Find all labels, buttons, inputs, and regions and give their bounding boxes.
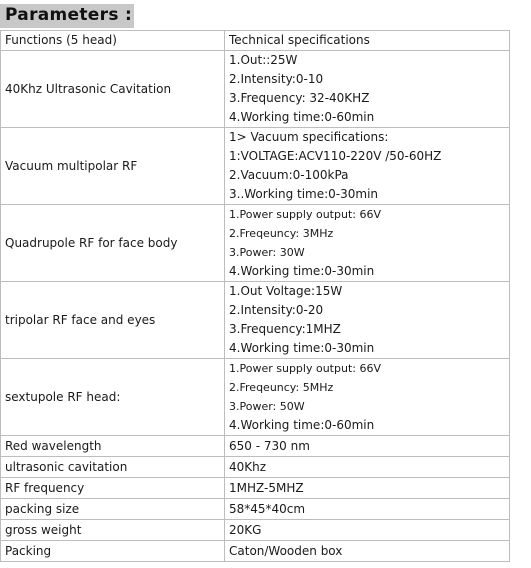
- spec-line: 2.Vacuum:0-100kPa: [229, 168, 349, 182]
- spec-line: 2.Intensity:0-20: [229, 303, 324, 317]
- row-label: sextupole RF head:: [1, 359, 225, 436]
- row-specs: [225, 128, 510, 205]
- title-banner: [0, 4, 134, 28]
- table-row: [1, 478, 510, 499]
- spec-line: 1.Out::25W: [229, 53, 298, 67]
- row-label: Red wavelength: [1, 436, 225, 457]
- spec-line: 1> Vacuum specifications:: [229, 130, 389, 144]
- row-value: Caton/Wooden box: [225, 541, 510, 562]
- row-label: RF frequency: [1, 478, 225, 499]
- spec-line: 4.Working time:0-60min: [229, 110, 375, 124]
- spec-line: 1.Power supply output: 66V: [229, 208, 381, 221]
- spec-line: 3.Frequency:1MHZ: [229, 322, 341, 336]
- table-row: [1, 520, 510, 541]
- table-row: [1, 457, 510, 478]
- row-value: 1MHZ-5MHZ: [225, 478, 510, 499]
- spec-line: 4.Working time:0-30min: [229, 341, 375, 355]
- row-label: Vacuum multipolar RF: [1, 128, 225, 205]
- row-label: gross weight: [1, 520, 225, 541]
- row-specs: [225, 282, 510, 359]
- row-label: tripolar RF face and eyes: [1, 282, 225, 359]
- table-row: [1, 359, 510, 436]
- table-row: [1, 499, 510, 520]
- spec-line: 3.Power: 50W: [229, 400, 305, 413]
- header-specifications: Technical specifications: [225, 31, 510, 51]
- row-value: 58*45*40cm: [225, 499, 510, 520]
- spec-line: 2.Intensity:0-10: [229, 72, 324, 86]
- row-value: 40Khz: [225, 457, 510, 478]
- spec-line: 4.Working time:0-60min: [229, 418, 375, 432]
- row-label: Packing: [1, 541, 225, 562]
- spec-line: 1:VOLTAGE:ACV110-220V /50-60HZ: [229, 149, 442, 163]
- table-row: [1, 282, 510, 359]
- spec-line: 4.Working time:0-30min: [229, 264, 375, 278]
- spec-line: 2.Freqeuncy: 3MHz: [229, 227, 334, 240]
- table-row: [1, 128, 510, 205]
- table-row: [1, 205, 510, 282]
- spec-line: 3.Frequency: 32-40KHZ: [229, 91, 370, 105]
- table-row: [1, 436, 510, 457]
- parameters-table: [0, 30, 510, 562]
- spec-line: 1.Power supply output: 66V: [229, 362, 381, 375]
- table-header-row: [1, 31, 510, 51]
- row-label: packing size: [1, 499, 225, 520]
- row-specs: [225, 51, 510, 128]
- row-specs: [225, 359, 510, 436]
- page-title: Parameters :: [5, 5, 133, 25]
- table-row: [1, 51, 510, 128]
- table-row: [1, 541, 510, 562]
- header-functions: Functions (5 head): [1, 31, 225, 51]
- row-label: Quadrupole RF for face body: [1, 205, 225, 282]
- spec-line: 3..Working time:0-30min: [229, 187, 379, 201]
- spec-line: 2.Freqeuncy: 5MHz: [229, 381, 334, 394]
- row-specs: [225, 205, 510, 282]
- row-value: 650 - 730 nm: [225, 436, 510, 457]
- row-label: 40Khz Ultrasonic Cavitation: [1, 51, 225, 128]
- spec-line: 1.Out Voltage:15W: [229, 284, 343, 298]
- spec-line: 3.Power: 30W: [229, 246, 305, 259]
- row-value: 20KG: [225, 520, 510, 541]
- row-label: ultrasonic cavitation: [1, 457, 225, 478]
